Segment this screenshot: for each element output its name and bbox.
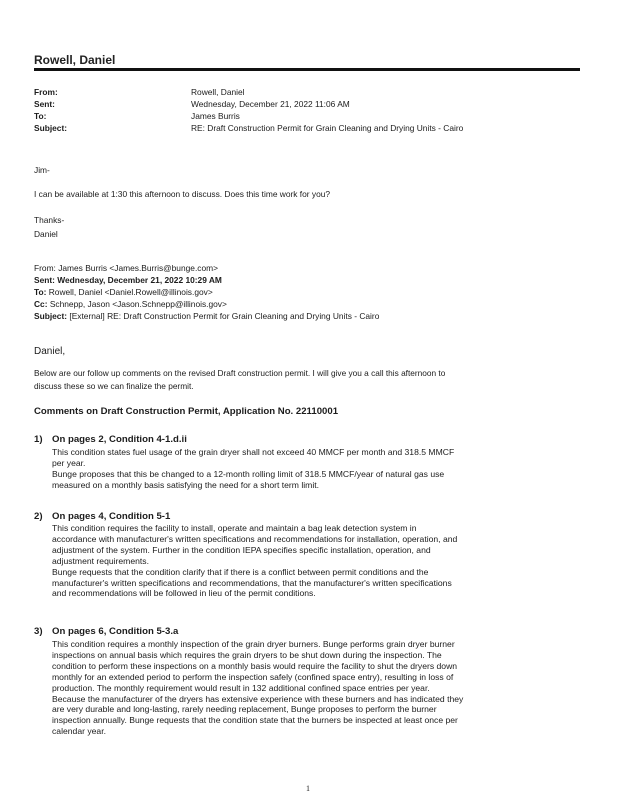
item-3-line: Because the manufacturer of the dryers has extensive experience with these burners and has indicated they (52, 693, 464, 704)
item-3-line: are very durable and long-lasting, rarely needing replacement, Bunge proposes to perform the burner (52, 704, 437, 715)
item-1-title: On pages 2, Condition 4-1.d.ii (52, 434, 187, 445)
fwd-subject-value: [External] RE: Draft Construction Permit for Grain Cleaning and Drying Units - Cairo (69, 311, 380, 321)
item-2-line: manufacturer's written specifications and recommendations, that the manufacturer's written specifications (52, 577, 452, 588)
fwd-from-value: James Burris <James.Burris@bunge.com> (58, 263, 218, 273)
document-title: Rowell, Daniel (34, 53, 116, 67)
header-sent-value: Wednesday, December 21, 2022 11:06 AM (191, 99, 350, 109)
fwd-cc-label: Cc: (34, 299, 48, 309)
item-2-line: and recommendations will be followed in lieu of the permit conditions. (52, 588, 316, 599)
item-1-line: per year. (52, 457, 86, 468)
fwd-to-row (34, 287, 213, 299)
item-1-line: This condition states fuel usage of the grain dryer shall not exceed 40 MMCF per month and 318.5 MMCF (52, 447, 455, 457)
fwd-cc-row (34, 299, 227, 311)
page-number: 1 (306, 784, 310, 793)
fwd-from-label: From: (34, 263, 56, 273)
item-2-line: adjustment requirements. (52, 555, 149, 566)
item-2-line: Bunge requests that the condition clarify that if there is a conflict between permit conditions and the (52, 566, 429, 577)
item-2-line: adjustment of the system. Further in the condition IEPA specifies specific installation, operation, and (52, 544, 431, 555)
fwd-to-value: Rowell, Daniel <Daniel.Rowell@illinois.gov> (48, 287, 213, 297)
item-1-line: measured on a monthly basis satisfying the need for a short term limit. (52, 479, 320, 490)
item-3-line: inspections on annual basis which requires the grain dryers to be shut down during the inspection. The (52, 649, 442, 660)
fwd-to-label: To: (34, 287, 47, 297)
reply-body: I can be available at 1:30 this afternoon to discuss. Does this time work for you? (34, 189, 331, 199)
item-1-line: Bunge proposes that this be changed to a 12-month rolling limit of 318.5 MMCF/year of natural gas use (52, 468, 445, 479)
intro-line-2: discuss these so we can finalize the permit. (34, 381, 194, 391)
item-3-title: On pages 6, Condition 5-3.a (52, 626, 179, 637)
item-2-line: accordance with manufacturer's written specifications and recommendations for installation, operation, and (52, 533, 458, 544)
fwd-subject-row (34, 311, 379, 323)
reply-salutation: Jim- (34, 165, 50, 175)
item-3-line: production. The monthly requirement would result in 132 additional confined space entries per year. (52, 682, 430, 693)
fwd-sent-row (34, 275, 222, 287)
header-sent-label: Sent: (34, 99, 55, 109)
header-to-value: James Burris (191, 111, 240, 121)
item-3-line: inspection annually. Bunge requests that the condition state that the burners be inspected at least once per (52, 715, 458, 726)
item-2-line: This condition requires the facility to install, operate and maintain a bag leak detection system in (52, 523, 417, 533)
fwd-sent-label: Sent: (34, 275, 55, 285)
reply-closing: Thanks- (34, 215, 65, 225)
header-from-value: Rowell, Daniel (191, 87, 245, 97)
message-greeting: Daniel, (34, 346, 66, 357)
title-divider (34, 68, 580, 71)
item-3-body (52, 639, 582, 737)
header-subject-value: RE: Draft Construction Permit for Grain Cleaning and Drying Units - Cairo (191, 123, 464, 133)
fwd-from-row (34, 263, 218, 275)
fwd-cc-value: Schnepp, Jason <Jason.Schnepp@illinois.gov> (49, 299, 227, 309)
reply-signature: Daniel (34, 229, 58, 239)
item-2-body (52, 523, 582, 599)
item-3-line: calendar year. (52, 726, 106, 737)
header-to-label: To: (34, 111, 47, 121)
item-1-number: 1) (34, 434, 43, 445)
intro-line-1: Below are our follow up comments on the revised Draft construction permit. I will give you a call this afternoon to (34, 368, 446, 378)
header-from-label: From: (34, 87, 58, 97)
item-2-number: 2) (34, 511, 43, 522)
comments-heading: Comments on Draft Construction Permit, Application No. 22110001 (34, 406, 339, 417)
item-2-title: On pages 4, Condition 5-1 (52, 511, 171, 522)
item-1-body (52, 447, 582, 491)
item-3-line: This condition requires a monthly inspection of the grain dryer burners. Bunge performs grain dryer burner (52, 639, 455, 649)
fwd-sent-value: Wednesday, December 21, 2022 10:29 AM (57, 275, 222, 285)
header-subject-label: Subject: (34, 123, 68, 133)
item-3-line: condition to perform these inspections on a monthly basis would require the facility to shut the dryers down (52, 660, 458, 671)
item-3-number: 3) (34, 626, 43, 637)
fwd-subject-label: Subject: (34, 311, 68, 321)
item-3-line: monthly for an extended period to perform the inspection safely (confined space entry), resulting in loss of (52, 671, 454, 682)
